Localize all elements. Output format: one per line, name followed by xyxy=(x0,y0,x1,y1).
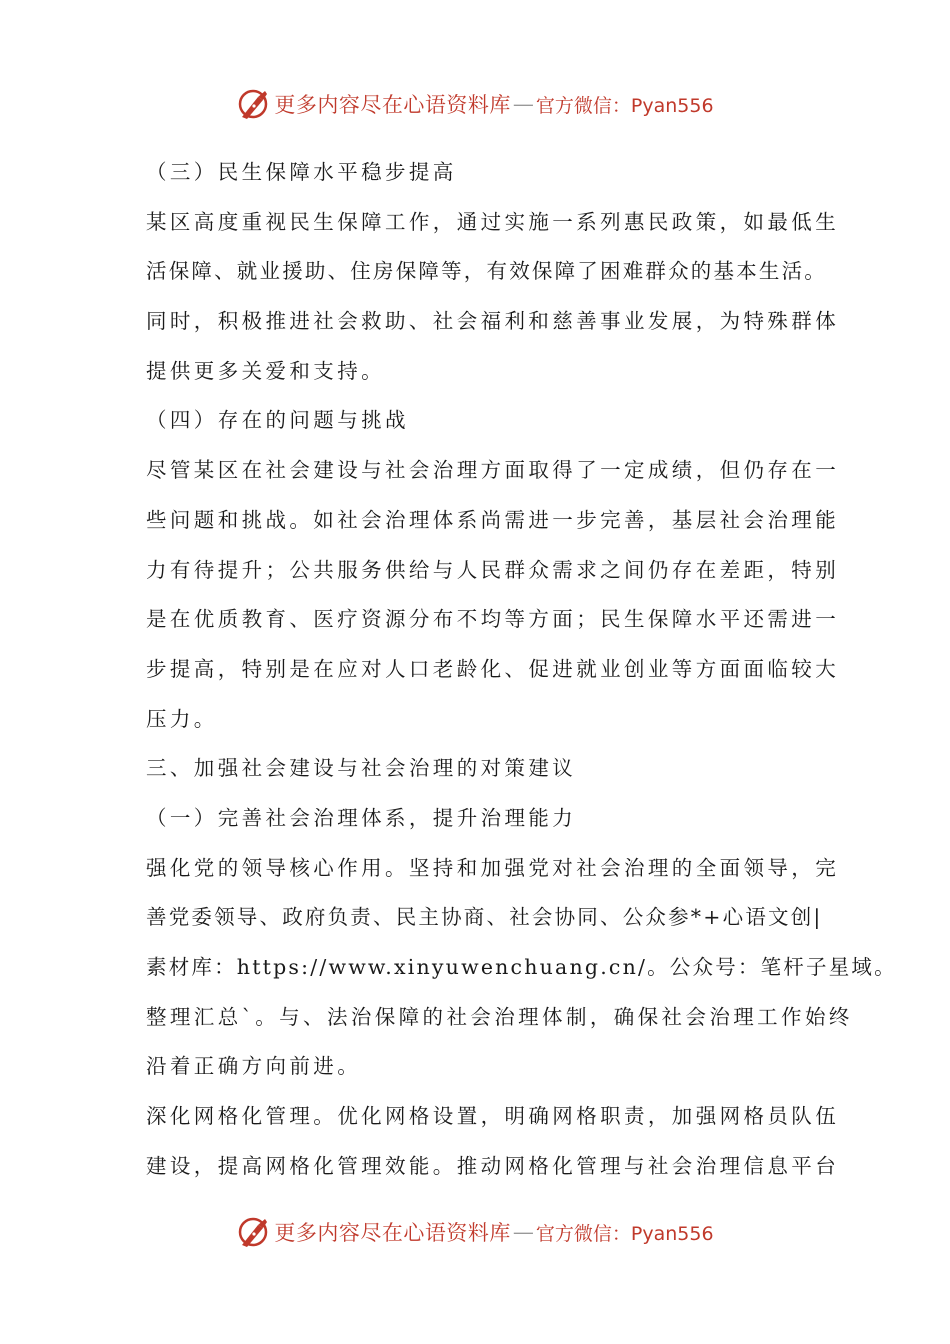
paragraph-line: 深化网格化管理。优化网格设置，明确网格职责，加强网格员队伍 xyxy=(146,1104,840,1129)
paragraph-line: 力有待提升；公共服务供给与人民群众需求之间仍存在差距，特别 xyxy=(146,557,840,582)
banner-contact: 官方微信：Pyan556 xyxy=(535,94,714,117)
section-heading: （四）存在的问题与挑战 xyxy=(146,408,409,433)
section-heading: （一）完善社会治理体系，提升治理能力 xyxy=(146,805,577,830)
paragraph-line: 强化党的领导核心作用。坚持和加强党对社会治理的全面领导，完 xyxy=(146,855,840,880)
paragraph-line: 某区高度重视民生保障工作，通过实施一系列惠民政策，如最低生 xyxy=(146,209,840,234)
paragraph-line: 些问题和挑战。如社会治理体系尚需进一步完善，基层社会治理能 xyxy=(146,507,840,532)
paragraph-line: 压力。 xyxy=(146,706,218,731)
banner-contact: 官方微信：Pyan556 xyxy=(535,1222,714,1245)
banner-separator: — xyxy=(512,1220,534,1244)
paragraph-line: 善党委领导、政府负责、民主协商、社会协同、公众参*+心语文创| xyxy=(146,905,823,930)
section-heading: （三）民生保障水平稳步提高 xyxy=(146,160,457,184)
paragraph-line: 同时，积极推进社会救助、社会福利和慈善事业发展，为特殊群体 xyxy=(146,309,840,334)
banner-separator: — xyxy=(512,92,534,116)
banner-title: 更多内容尽在心语资料库 xyxy=(274,1221,511,1245)
paragraph-line: 素材库：https://www.xinyuwenchuang.cn/。公众号：笔杆子星域。 xyxy=(146,955,897,979)
paragraph-line: 建设，提高网格化管理效能。推动网格化管理与社会治理信息平台 xyxy=(146,1153,840,1178)
footer-banner xyxy=(0,1212,950,1252)
pen-nib-logo-icon xyxy=(236,1215,270,1249)
paragraph-line: 沿着正确方向前进。 xyxy=(146,1054,362,1079)
paragraph-line: 步提高，特别是在应对人口老龄化、促进就业创业等方面面临较大 xyxy=(146,656,840,681)
header-banner xyxy=(0,84,950,124)
paragraph-line: 活保障、就业援助、住房保障等，有效保障了困难群众的基本生活。 xyxy=(146,259,827,284)
paragraph-line: 整理汇总`。与、法治保障的社会治理体制，确保社会治理工作始终 xyxy=(146,1004,853,1029)
banner-title: 更多内容尽在心语资料库 xyxy=(274,93,511,117)
paragraph-line: 尽管某区在社会建设与社会治理方面取得了一定成绩，但仍存在一 xyxy=(146,458,840,483)
paragraph-line: 是在优质教育、医疗资源分布不均等方面；民生保障水平还需进一 xyxy=(146,607,840,632)
pen-nib-logo-icon xyxy=(236,87,270,121)
document-body xyxy=(146,148,897,1191)
section-heading: 三、加强社会建设与社会治理的对策建议 xyxy=(146,756,577,781)
paragraph-line: 提供更多关爱和支持。 xyxy=(146,358,385,383)
